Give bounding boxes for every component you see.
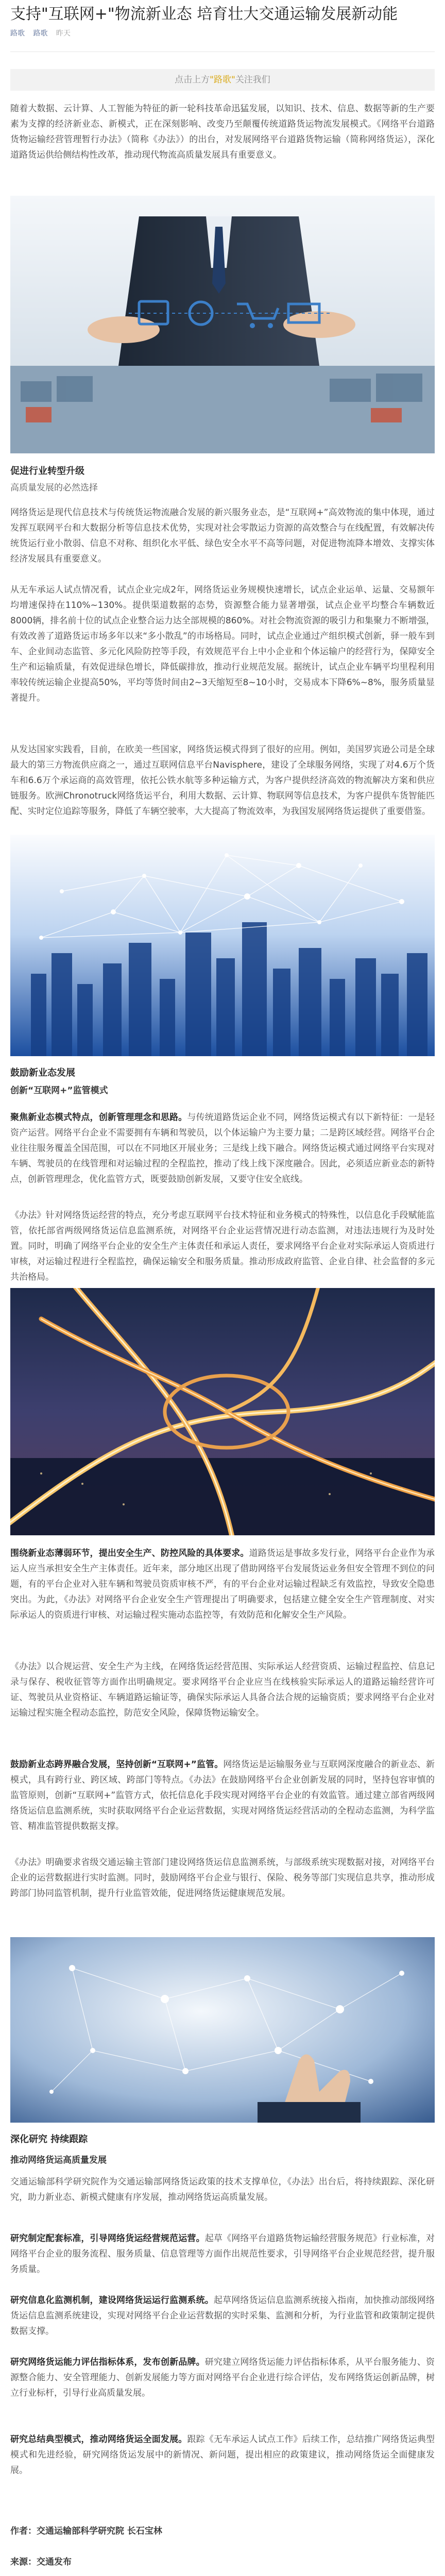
- meta-author-link[interactable]: 路歌: [33, 29, 48, 38]
- paragraph: 网络货运是现代信息技术与传统货运物流融合发展的新兴服务业态，是“互联网+”高效物流的集中体现，通过发挥互联网平台和大数据分析等信息技术优势，实现对社会零散运力资源的高效整合与在线配置，有效解决传统货运行业小散弱、信息不对称、组织化水平低、绿色安全水平不高等问题，对促进物流降本增效、支撑实体经济发展具有重要意义。: [10, 507, 435, 564]
- paragraph-body: 跟踪《无车承运人试点工作》后续工作，总结推广网络货运典型模式和先进经验，研究网络货运发展中的新情况、新问题，提出相应的政策建议，推动网络货运全面健康发展。: [10, 2434, 435, 2476]
- paragraph: [10, 1757, 435, 1834]
- paragraph: 《办法》针对网络货运经营的特点，充分考虑互联网平台技术特征和业务模式的特殊性，以信息化手段赋能监管，依托部省两级网络货运信息监测系统，对网络平台企业运营情况进行动态监测，对违法违规行为及时处置。同时，明确了网络平台企业的安全生产主体责任和承运人责任，要求网络平台企业对实际承运人资质进行审核，对运输过程进行全程监控，确保运输安全和服务质量。推动形成政府监管、企业自律、社会监督的多元共治格局。: [10, 1210, 435, 1282]
- paragraph: [10, 2432, 435, 2478]
- paragraph: [10, 1546, 435, 1623]
- highway-interchange-image: [10, 1288, 435, 1535]
- city-network-image: [10, 835, 435, 1056]
- paragraph-body: 网络货运是运输服务业与互联网深度融合的新业态、新模式，具有跨行业、跨区域、跨部门等特点。《办法》在鼓励网络平台企业创新发展的同时，坚持包容审慎的监管原则，创新“互联网+”监管方式，依托信息化手段实现对网络平台企业的有效监管。通过建立部省两级网络货运信息监测系统，实时获取网络平台企业运营数据，实现对网络货运经营活动的全程动态监测，为科学监管、精准监管提供数据支撑。: [10, 1759, 435, 1832]
- paragraph-body: 起草《网络平台道路货物运输经营服务规范》行业标准，对网络平台企业的服务流程、服务质量、信息管理等方面作出规范性要求，引导网络平台企业规范经营，提升服务质量。: [10, 2233, 435, 2275]
- notice-suffix: 关注我们: [235, 75, 270, 85]
- meta-source-link[interactable]: 路歌: [10, 29, 25, 38]
- bold-lead: 聚焦新业态模式特点，创新管理理念和思路。: [10, 1112, 187, 1123]
- paragraph-body: 与传统道路货运企业不同，网络货运模式有以下新特征：一是轻资产运营。网络平台企业不需要拥有车辆和驾驶员，以个体运输户为主要力量；二是跨区域经营。网络平台企业往往服务覆盖全国范围，可以在不同地区开展业务；三是线上线下融合。网络货运模式通过网络平台实现对车辆、驾驶员的在线管理和对运输过程的全程监控，推动了线上线下深度融合。因此，必须适应新业态的新特点，创新管理理念，优化监管方式，既要鼓励创新发展，又要守住安全底线。: [10, 1112, 435, 1184]
- section-heading: 促进行业转型升级: [10, 466, 84, 477]
- section-subheading: 高质量发展的必然选择: [10, 483, 98, 493]
- bold-lead: 研究总结典型模式，推动网络货运全面发展。: [10, 2434, 187, 2445]
- author-line: 作者：交通运输部科学研究院 长石宝林: [10, 2526, 162, 2536]
- bold-lead: 鼓励新业态跨界融合发展，坚持创新“互联网+”监管。: [10, 1759, 224, 1770]
- meta-date: 昨天: [56, 29, 71, 38]
- section-heading: 鼓励新业态发展: [10, 1067, 75, 1078]
- article-meta: [10, 28, 77, 38]
- paragraph: [10, 1110, 435, 1187]
- paragraph: 从发达国家实践看，目前，在欧美一些国家，网络货运模式得到了很好的应用。例如，美国罗宾逊公司是全球最大的第三方物流供应商之一，通过互联网信息平台Navisphere，建设了全球服务网络，实现了对4.6万个货车和6.6万个承运商的高效管理，依托公铁水航等多种运输方式，为客户提供经济高效的物流解决方案和供应链服务。欧洲Chronotruck网络货运平台，利用大数据、云计算、物联网等信息技术，为客户提供车货智能匹配、实时定位追踪等服务，降低了车辆空驶率，大大提高了物流效率，为我国发展网络货运提供了重要借鉴。: [10, 744, 435, 817]
- paragraph: 交通运输部科学研究院作为交通运输部网络货运政策的技术支撑单位，《办法》出台后，将持续跟踪、深化研究，助力新业态、新模式健康有序发展，推动网络货运高质量发展。: [10, 2177, 435, 2202]
- section-heading: 深化研究 持续跟踪: [10, 2134, 88, 2145]
- paragraph: 《办法》以合规运营、安全生产为主线，在网络货运经营范围、实际承运人经营资质、运输过程监控、信息记录与保存、税收征管等方面作出明确规定。要求网络平台企业应当在线核验实际承运人的道路运输经营许可证、驾驶员从业资格证、车辆道路运输证等，确保实际承运人具备合法合规的运输资质；要求网络平台企业对运输过程实施全程动态监控，防范安全风险，保障货物运输安全。: [10, 1662, 435, 1718]
- article-title: 支持"互联网+"物流新业态 培育壮大交通运输发展新动能: [10, 5, 398, 23]
- paragraph: 从无车承运人试点情况看，试点企业完成2年，网络货运业务规模快速增长，试点企业运单、运量、交易额年均增速保持在110%~130%。提供渠道数据的态势，资源整合能力显著增强，试点企业平均整合车辆数近8000辆，排名前十位的试点企业整合运力达全部规模的860%。对社会物流资源的吸引力和集聚力不断增强，有效改善了道路货运市场多年以来“多小散乱”的市场格局。同时，试点企业通过产组织模式创新，驿一般车到车、企业间动态监管、多元化风险防控等手段，有效规范平台上中小企业和个体运输户的经营行为，保障安全生产和运输质量，有效促进绿色增长，降低碳排放，推动行业规范发展。据统计，试点企业车辆平均里程利用率较传统运输企业提高50%，平均等货时间由2~3天缩短至8~10小时，交易成本下降6%~8%，服务质量显著提升。: [10, 585, 435, 703]
- paragraph-body: 道路货运是事故多发行业，网络平台企业作为承运人应当承担安全生产主体责任。近年来，部分地区出现了借助网络平台发展货运业务但安全管理不到位的问题，有的平台企业对入驻车辆和驾驶员资质审核不严，有的平台企业对运输过程缺乏有效监控，导致安全隐患突出。为此，《办法》对网络平台企业安全生产管理提出了明确要求，包括建立健全安全生产管理制度、对实际承运人的资质进行审核、对运输过程实施动态监控等，有效防范和化解安全生产风险。: [10, 1548, 435, 1620]
- follow-notice[interactable]: [10, 69, 435, 91]
- notice-prefix: 点击上方: [175, 75, 210, 85]
- notice-highlight[interactable]: "路歌": [210, 75, 235, 85]
- source-line: 来源：交通发布: [10, 2557, 72, 2567]
- digital-network-image: [10, 1937, 435, 2123]
- paragraph-body: 起草网络货运信息监测系统接入指南，加快推动部级网络货运信息监测系统建设，实现对网络平台企业运营数据的实时采集、监测和分析，为行业监管和政策制定提供数据支撑。: [10, 2295, 435, 2336]
- paragraph: [10, 2231, 435, 2277]
- bold-lead: 围绕新业态薄弱环节，提出安全生产、防控风险的具体要求。: [10, 1548, 249, 1558]
- section-subheading: 推动网络货运高质量发展: [10, 2155, 107, 2165]
- paragraph: [10, 2354, 435, 2401]
- paragraph: [10, 2293, 435, 2339]
- intro-paragraph: 随着大数据、云计算、人工智能为特征的新一轮科技革命迅猛发展，以知识、技术、信息、数据等新的生产要素为支撑的经济新业态、新模式，正在深刻影响、改变乃至颠覆传统道路货运物流发展模式。《网络平台道路货物运输经营管理暂行办法》（简称《办法》）的出台，对发展网络平台道路货物运输（简称网络货运），深化道路货运供给侧结构性改革，推动现代物流高质量发展具有重要意义。: [10, 104, 435, 160]
- paragraph: 《办法》明确要求省级交通运输主管部门建设网络货运信息监测系统，与部级系统实现数据对接，对网络平台企业的运营数据进行实时监测。同时，鼓励网络平台企业与银行、保险、税务等部门实现信息共享，推动形成跨部门协同监管机制，提升行业监管效能，促进网络货运健康规范发展。: [10, 1857, 435, 1899]
- paragraph-body: 研究建立网络货运能力评估指标体系，从平台服务能力、资源整合能力、安全管理能力、创新发展能力等方面对网络平台企业进行综合评估，发布网络货运创新品牌，树立行业标杆，引导行业高质量发展。: [10, 2357, 435, 2398]
- bold-lead: 研究网络货运能力评估指标体系，发布创新品牌。: [10, 2357, 205, 2367]
- bold-lead: 研究信息化监测机制，建设网络货运运行监测系统。: [10, 2295, 214, 2306]
- business-logistics-image: [10, 196, 435, 453]
- bold-lead: 研究制定配套标准，引导网络货运经营规范运营。: [10, 2233, 205, 2244]
- section-subheading: 创新“互联网+”监管模式: [10, 1086, 108, 1096]
